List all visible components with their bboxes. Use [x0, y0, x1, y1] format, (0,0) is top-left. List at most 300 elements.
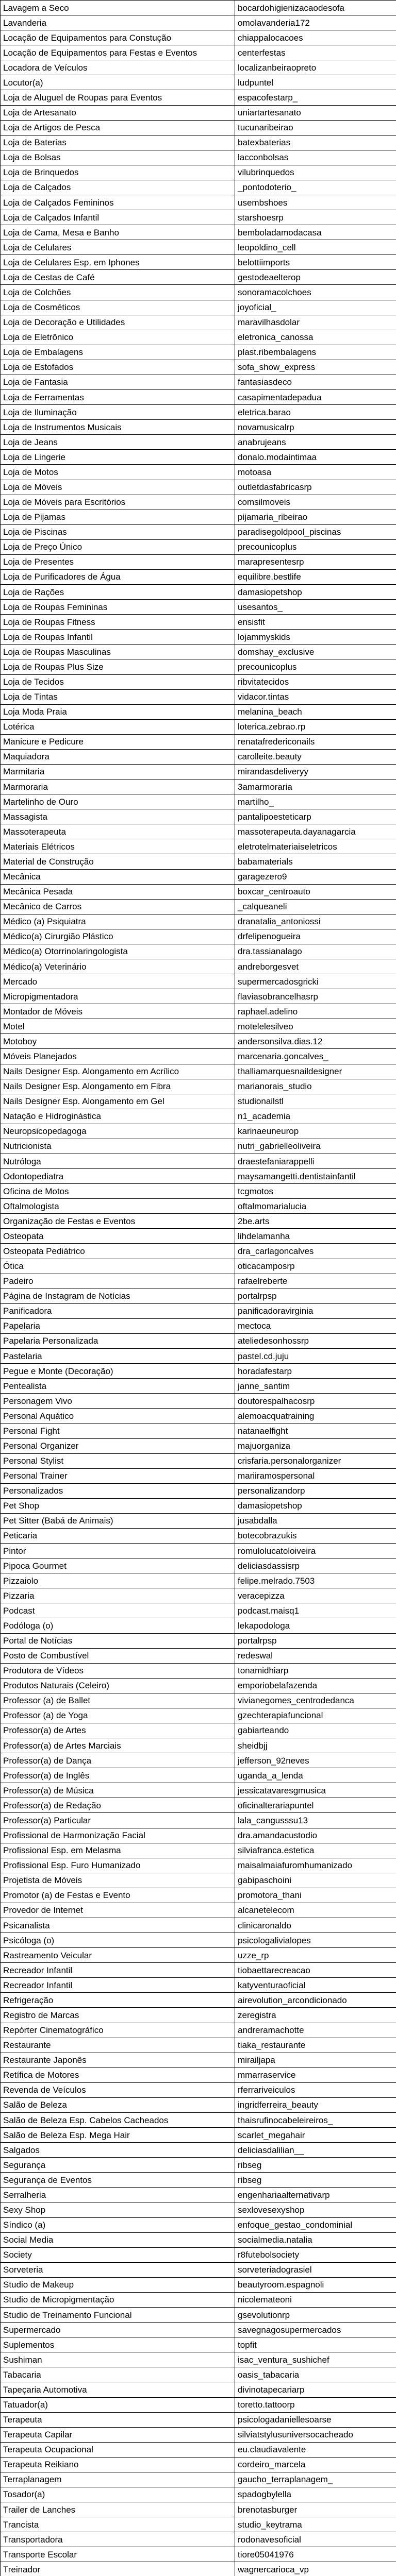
table-row: [1, 2382, 396, 2397]
username-cell: gabipaschoini: [235, 1873, 396, 1888]
category-cell: Segurança: [1, 2158, 235, 2173]
table-row: [1, 600, 396, 615]
username-cell: donalo.modaintimaa: [235, 450, 396, 465]
username-cell: chiappalocacoes: [235, 30, 396, 45]
category-cell: Locutor(a): [1, 75, 235, 90]
username-cell: brenotasburger: [235, 2502, 396, 2517]
category-cell: Personal Trainer: [1, 1468, 235, 1483]
category-cell: Médico(a) Otorrinolaringologista: [1, 944, 235, 959]
username-cell: bemboladamodacasa: [235, 225, 396, 240]
table-row: [1, 1453, 396, 1468]
table-row: [1, 1468, 396, 1483]
username-cell: sofa_show_express: [235, 360, 396, 375]
username-cell: vivianegomes_centrodedanca: [235, 1693, 396, 1708]
table-row: [1, 1139, 396, 1154]
username-cell: sheidbjj: [235, 1738, 396, 1753]
table-row: [1, 645, 396, 659]
username-cell: divinotapecariarp: [235, 2382, 396, 2397]
category-cell: Loja de Piscinas: [1, 524, 235, 539]
table-row: [1, 1948, 396, 1963]
table-row: [1, 2143, 396, 2158]
category-cell: Panificadora: [1, 1303, 235, 1318]
category-cell: Produtora de Vídeos: [1, 1663, 235, 1678]
table-row: [1, 2352, 396, 2367]
category-cell: Studio de Micropigmentação: [1, 2292, 235, 2307]
category-cell: Massoterapeuta: [1, 824, 235, 839]
table-row: [1, 1678, 396, 1693]
category-cell: Motoboy: [1, 1034, 235, 1049]
table-row: [1, 1349, 396, 1364]
category-cell: Profissional de Harmonização Facial: [1, 1828, 235, 1843]
table-row: [1, 2472, 396, 2487]
username-cell: ateliedesonhossrp: [235, 1333, 396, 1348]
username-cell: tiore05041976: [235, 2547, 396, 2562]
category-cell: Loja de Celulares: [1, 240, 235, 255]
category-cell: Oftalmologista: [1, 1199, 235, 1214]
category-cell: Locação de Equipamentos para Constução: [1, 30, 235, 45]
category-cell: Montador de Móveis: [1, 1004, 235, 1019]
table-row: [1, 2487, 396, 2502]
username-cell: tucunaribeirao: [235, 120, 396, 135]
table-row: [1, 1483, 396, 1498]
username-cell: scarlet_megahair: [235, 2128, 396, 2143]
category-cell: Professor (a) de Ballet: [1, 1693, 235, 1708]
username-cell: belottiimports: [235, 255, 396, 270]
table-row: [1, 435, 396, 450]
category-cell: Loja de Presentes: [1, 554, 235, 569]
table-row: [1, 734, 396, 749]
category-cell: Loja de Estofados: [1, 360, 235, 375]
table-row: [1, 1109, 396, 1124]
username-cell: silviatstylusuniversocacheado: [235, 2427, 396, 2442]
username-cell: starshoesrp: [235, 210, 396, 225]
table-row: [1, 569, 396, 584]
username-cell: rodonavesoficial: [235, 2532, 396, 2547]
table-row: [1, 1423, 396, 1438]
username-cell: melanina_beach: [235, 704, 396, 719]
table-row: [1, 2562, 396, 2576]
username-cell: tiaka_restaurante: [235, 2038, 396, 2053]
table-row: [1, 1544, 396, 1558]
username-cell: panificadoravirginia: [235, 1303, 396, 1318]
table-row: [1, 225, 396, 240]
table-row: [1, 450, 396, 465]
category-cell: Terapeuta Reikiano: [1, 2457, 235, 2472]
username-cell: emporiobelafazenda: [235, 1678, 396, 1693]
table-row: [1, 1169, 396, 1184]
table-row: [1, 465, 396, 480]
category-cell: Studio de Treinamento Funcional: [1, 2308, 235, 2323]
category-cell: Oficina de Motos: [1, 1184, 235, 1199]
category-cell: Professor (a) de Yoga: [1, 1708, 235, 1723]
username-cell: tiobaettarecreacao: [235, 1963, 396, 1978]
table-row: [1, 1049, 396, 1064]
category-cell: Locadora de Veículos: [1, 60, 235, 75]
category-cell: Martelinho de Ouro: [1, 794, 235, 809]
table-row: [1, 615, 396, 630]
table-row: [1, 2053, 396, 2067]
table-row: [1, 2082, 396, 2097]
category-cell: Society: [1, 2247, 235, 2262]
username-cell: damasiopetshop: [235, 585, 396, 600]
username-cell: deliciasdassisrp: [235, 1558, 396, 1573]
username-cell: clinicaronaldo: [235, 1918, 396, 1933]
table-row: [1, 1618, 396, 1633]
table-row: [1, 1648, 396, 1663]
username-cell: ensisfit: [235, 615, 396, 630]
category-cell: Loja de Baterias: [1, 135, 235, 150]
table-row: [1, 480, 396, 495]
category-cell: Materiais Elétricos: [1, 839, 235, 854]
category-cell: Terapeuta Ocupacional: [1, 2442, 235, 2457]
table-row: [1, 1723, 396, 1738]
username-cell: marapresentesrp: [235, 554, 396, 569]
username-cell: andreborgesvet: [235, 959, 396, 974]
category-cell: Pet Sitter (Babá de Animais): [1, 1513, 235, 1528]
table-row: [1, 2442, 396, 2457]
category-cell: Peticaria: [1, 1528, 235, 1543]
table-row: [1, 869, 396, 884]
username-cell: veracepizza: [235, 1588, 396, 1603]
table-row: [1, 630, 396, 645]
category-cell: Recreador Infantil: [1, 1978, 235, 1993]
table-row: [1, 210, 396, 225]
username-cell: rferrariveiculos: [235, 2082, 396, 2097]
table-row: [1, 195, 396, 210]
table-row: [1, 495, 396, 510]
category-cell: Loja de Rações: [1, 585, 235, 600]
table-row: [1, 764, 396, 779]
table-row: [1, 1019, 396, 1034]
username-cell: pastel.cd.juju: [235, 1349, 396, 1364]
table-row: [1, 1274, 396, 1289]
category-cell: Loja de Cestas de Café: [1, 270, 235, 285]
category-cell: Médico(a) Cirurgião Plástico: [1, 929, 235, 944]
username-cell: precounicoplus: [235, 659, 396, 674]
username-cell: martilho_: [235, 794, 396, 809]
table-row: [1, 1858, 396, 1873]
category-cell: Personal Aquático: [1, 1409, 235, 1423]
table-row: [1, 255, 396, 270]
username-cell: omolavanderia172: [235, 15, 396, 30]
table-row: [1, 1438, 396, 1453]
username-cell: thaisrufinocabeleireiros_: [235, 2113, 396, 2128]
category-cell: Projetista de Móveis: [1, 1873, 235, 1888]
category-cell: Loja de Calçados: [1, 180, 235, 195]
category-cell: Loja de Artigos de Pesca: [1, 120, 235, 135]
table-row: [1, 1828, 396, 1843]
table-row: [1, 285, 396, 300]
username-cell: renatafredericonails: [235, 734, 396, 749]
table-row: [1, 1663, 396, 1678]
table-row: [1, 1903, 396, 1918]
table-row: [1, 2202, 396, 2217]
table-row: [1, 659, 396, 674]
table-row: [1, 390, 396, 405]
table-row: [1, 1963, 396, 1978]
table-row: [1, 1124, 396, 1139]
table-row: [1, 180, 396, 195]
category-cell: Pet Shop: [1, 1498, 235, 1513]
username-cell: uniartartesanato: [235, 105, 396, 120]
username-cell: plast.ribembalagens: [235, 345, 396, 360]
table-row: [1, 60, 396, 75]
category-cell: Osteopata: [1, 1229, 235, 1244]
username-cell: tcgmotos: [235, 1184, 396, 1199]
category-cell: Loja de Bolsas: [1, 150, 235, 165]
category-cell: Loja de Iluminação: [1, 405, 235, 420]
username-cell: dra_carlagoncalves: [235, 1244, 396, 1259]
category-cell: Locação de Equipamentos para Festas e Eventos: [1, 45, 235, 60]
username-cell: leopoldino_cell: [235, 240, 396, 255]
category-cell: Padeiro: [1, 1274, 235, 1289]
username-cell: uganda_a_lenda: [235, 1768, 396, 1783]
category-cell: Loja de Roupas Masculinas: [1, 645, 235, 659]
category-cell: Personal Fight: [1, 1423, 235, 1438]
table-row: [1, 1708, 396, 1723]
table-row: [1, 1289, 396, 1303]
username-cell: lekapodologa: [235, 1618, 396, 1633]
table-row: [1, 1918, 396, 1933]
table-row: [1, 45, 396, 60]
username-cell: ribvitatecidos: [235, 674, 396, 689]
username-cell: oasis_tabacaria: [235, 2367, 396, 2382]
username-cell: oftalmomarialucia: [235, 1199, 396, 1214]
table-row: [1, 75, 396, 90]
username-cell: pijamaria_ribeirao: [235, 510, 396, 524]
category-cell: Sushiman: [1, 2352, 235, 2367]
category-cell: Nails Designer Esp. Alongamento em Gel: [1, 1094, 235, 1109]
category-cell: Neuropsicopedagoga: [1, 1124, 235, 1139]
table-row: [1, 1933, 396, 1948]
table-row: [1, 1184, 396, 1199]
category-cell: Loja de Brinquedos: [1, 165, 235, 180]
category-cell: Papelaria Personalizada: [1, 1333, 235, 1348]
table-row: [1, 989, 396, 1004]
category-cell: Personal Stylist: [1, 1453, 235, 1468]
table-row: [1, 974, 396, 989]
category-cell: Loja Moda Praia: [1, 704, 235, 719]
table-row: [1, 300, 396, 315]
username-cell: drfelipenogueira: [235, 929, 396, 944]
username-cell: sorveteriadograsiel: [235, 2262, 396, 2277]
table-row: [1, 1633, 396, 1648]
table-row: [1, 2173, 396, 2188]
username-cell: lacconbolsas: [235, 150, 396, 165]
table-row: [1, 2128, 396, 2143]
username-cell: eletrotelmateriaiseletricos: [235, 839, 396, 854]
table-row: [1, 1199, 396, 1214]
username-cell: majuorganiza: [235, 1438, 396, 1453]
category-cell: Loja de Motos: [1, 465, 235, 480]
table-row: [1, 2412, 396, 2427]
table-row: [1, 929, 396, 944]
username-cell: ludpuntel: [235, 75, 396, 90]
username-cell: romulolucatoloiveira: [235, 1544, 396, 1558]
category-cell: Trancista: [1, 2517, 235, 2532]
table-row: [1, 30, 396, 45]
username-cell: gzechterapiafuncional: [235, 1708, 396, 1723]
category-cell: Loja de Tintas: [1, 689, 235, 704]
table-row: [1, 120, 396, 135]
table-row: [1, 15, 396, 30]
username-cell: espacofestarp_: [235, 90, 396, 105]
table-row: [1, 1813, 396, 1828]
category-cell: Material de Construção: [1, 854, 235, 869]
username-cell: motelelesilveo: [235, 1019, 396, 1034]
category-cell: Trailer de Lanches: [1, 2502, 235, 2517]
table-row: [1, 2367, 396, 2382]
category-cell: Loja de Embalagens: [1, 345, 235, 360]
username-cell: usembshoes: [235, 195, 396, 210]
username-cell: beautyroom.espagnoli: [235, 2277, 396, 2292]
table-row: [1, 1318, 396, 1333]
table-row: [1, 1394, 396, 1409]
table-row: [1, 809, 396, 824]
username-cell: natanaelfight: [235, 1423, 396, 1438]
table-row: [1, 2113, 396, 2128]
category-cell: Loja de Colchões: [1, 285, 235, 300]
category-cell: Podcast: [1, 1603, 235, 1618]
username-cell: lojammyskids: [235, 630, 396, 645]
category-cell: Lotérica: [1, 719, 235, 734]
username-cell: loterica.zebrao.rp: [235, 719, 396, 734]
username-cell: doutorespalhacosrp: [235, 1394, 396, 1409]
table-row: [1, 719, 396, 734]
username-cell: casapimentadepadua: [235, 390, 396, 405]
table-row: [1, 1498, 396, 1513]
table-row: [1, 824, 396, 839]
username-cell: silviafranca.estetica: [235, 1843, 396, 1858]
category-cell: Mecânico de Carros: [1, 899, 235, 914]
category-cell: Refrigeração: [1, 1993, 235, 2008]
username-cell: raphael.adelino: [235, 1004, 396, 1019]
username-cell: draestefaniarappelli: [235, 1154, 396, 1169]
table-row: [1, 405, 396, 420]
table-row: [1, 2517, 396, 2532]
category-cell: Rastreamento Veicular: [1, 1948, 235, 1963]
category-cell: Personagem Vivo: [1, 1394, 235, 1409]
username-cell: precounicoplus: [235, 539, 396, 554]
category-cell: Pentealista: [1, 1379, 235, 1394]
username-cell: janne_santim: [235, 1379, 396, 1394]
table-row: [1, 1364, 396, 1379]
table-row: [1, 1603, 396, 1618]
username-cell: andreramachotte: [235, 2023, 396, 2038]
category-cell: Massagista: [1, 809, 235, 824]
category-cell: Loja de Cama, Mesa e Banho: [1, 225, 235, 240]
table-row: [1, 1154, 396, 1169]
category-cell: Registro de Marcas: [1, 2008, 235, 2023]
category-cell: Sorveteria: [1, 2262, 235, 2277]
table-row: [1, 2397, 396, 2412]
category-cell: Profissional Esp. em Melasma: [1, 1843, 235, 1858]
username-cell: damasiopetshop: [235, 1498, 396, 1513]
category-cell: Loja de Fantasia: [1, 375, 235, 389]
category-cell: Loja de Roupas Femininas: [1, 600, 235, 615]
category-cell: Psicóloga (o): [1, 1933, 235, 1948]
category-cell: Serralheria: [1, 2188, 235, 2202]
table-row: [1, 2547, 396, 2562]
table-row: [1, 704, 396, 719]
category-cell: Supermercado: [1, 2323, 235, 2337]
category-cell: Loja de Calçados Femininos: [1, 195, 235, 210]
username-cell: dra.tassianalago: [235, 944, 396, 959]
username-cell: mectoca: [235, 1318, 396, 1333]
username-cell: jusabdalla: [235, 1513, 396, 1528]
username-cell: personalizandorp: [235, 1483, 396, 1498]
username-cell: jessicatavaresgmusica: [235, 1783, 396, 1798]
username-cell: tonamidhiarp: [235, 1663, 396, 1678]
category-cell: Loja de Artesanato: [1, 105, 235, 120]
table-row: [1, 959, 396, 974]
category-cell: Loja de Preço Único: [1, 539, 235, 554]
username-cell: toretto.tattoorp: [235, 2397, 396, 2412]
category-cell: Produtos Naturais (Celeiro): [1, 1678, 235, 1693]
username-cell: marianorais_studio: [235, 1079, 396, 1094]
username-cell: psicologalivialopes: [235, 1933, 396, 1948]
table-row: [1, 510, 396, 524]
table-row: [1, 2262, 396, 2277]
username-cell: vidacor.tintas: [235, 689, 396, 704]
username-cell: ribseg: [235, 2173, 396, 2188]
table-row: [1, 1693, 396, 1708]
table-row: [1, 1978, 396, 1993]
table-row: [1, 270, 396, 285]
table-body: [1, 1, 396, 2576]
username-cell: isac_ventura_sushichef: [235, 2352, 396, 2367]
username-cell: novamusicalrp: [235, 420, 396, 435]
category-cell: Marmitaria: [1, 764, 235, 779]
category-cell: Terapeuta: [1, 2412, 235, 2427]
table-row: [1, 2292, 396, 2307]
category-cell: Podóloga (o): [1, 1618, 235, 1633]
table-row: [1, 330, 396, 345]
username-cell: crisfaria.personalorganizer: [235, 1453, 396, 1468]
username-cell: enfoque_gestao_condominial: [235, 2217, 396, 2232]
table-row: [1, 1064, 396, 1079]
username-cell: dra.amandacustodio: [235, 1828, 396, 1843]
username-cell: dranatalia_antoniossi: [235, 914, 396, 929]
username-cell: usesantos_: [235, 600, 396, 615]
table-row: [1, 420, 396, 435]
username-cell: thalliamarquesnaildesigner: [235, 1064, 396, 1079]
username-cell: motoasa: [235, 465, 396, 480]
username-cell: jefferson_92neves: [235, 1753, 396, 1768]
category-cell: Loja de Roupas Plus Size: [1, 659, 235, 674]
username-cell: mirandasdeliveryy: [235, 764, 396, 779]
table-row: [1, 779, 396, 794]
category-cell: Natação e Hidroginástica: [1, 1109, 235, 1124]
table-row: [1, 2217, 396, 2232]
category-cell: Restaurante: [1, 2038, 235, 2053]
username-cell: garagezero9: [235, 869, 396, 884]
category-cell: Salão de Beleza Esp. Mega Hair: [1, 2128, 235, 2143]
username-cell: alcanetelecom: [235, 1903, 396, 1918]
table-row: [1, 2337, 396, 2352]
category-cell: Médico(a) Veterinário: [1, 959, 235, 974]
table-row: [1, 1783, 396, 1798]
category-cell: Mecânica: [1, 869, 235, 884]
username-cell: socialmedia.natalia: [235, 2232, 396, 2247]
category-cell: Pintor: [1, 1544, 235, 1558]
table-row: [1, 884, 396, 899]
table-row: [1, 1768, 396, 1783]
table-row: [1, 135, 396, 150]
username-cell: zeregistra: [235, 2008, 396, 2023]
table-row: [1, 1798, 396, 1813]
username-cell: studio_keytrama: [235, 2517, 396, 2532]
